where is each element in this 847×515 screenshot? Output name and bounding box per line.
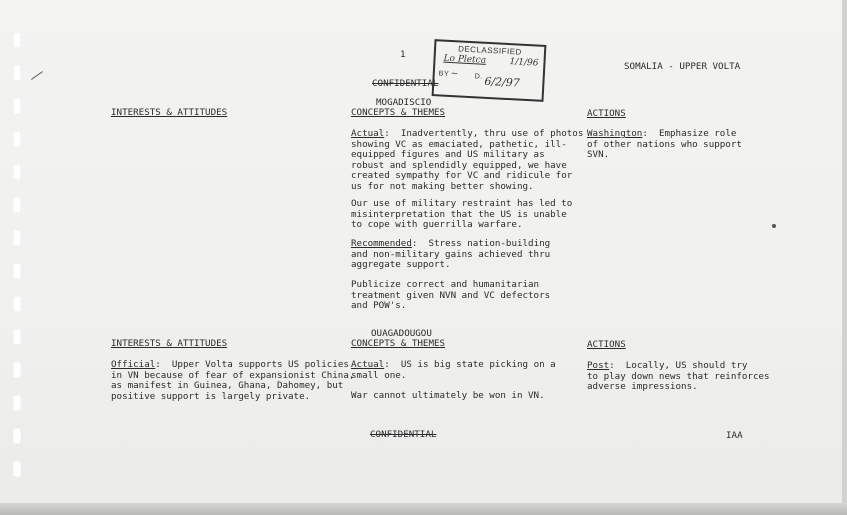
binder-hole xyxy=(13,197,21,213)
stamp-title: DECLASSIFIED xyxy=(457,44,523,57)
text-line: equipped figures and US military as xyxy=(351,149,545,161)
city-heading-ouagadougou: OUAGADOUGOU xyxy=(371,328,432,339)
stray-mark xyxy=(772,224,776,228)
binder-hole xyxy=(13,164,21,180)
stamp-authority: Lo Pletca xyxy=(443,53,487,66)
war-line: War cannot ultimately be won in VN. xyxy=(351,390,545,401)
recommended-label: Recommended xyxy=(351,238,412,249)
page-edge xyxy=(842,0,847,515)
binder-hole xyxy=(13,230,21,246)
text-line: and POW's. xyxy=(351,300,407,312)
text-line: to cope with guerrilla warfare. xyxy=(351,219,523,231)
concepts-heading: CONCEPTS & THEMES xyxy=(351,338,446,349)
stamp-date: 6/2/97 xyxy=(484,74,521,90)
text-line: Upper Volta supports US policies xyxy=(171,359,349,370)
text-line: SVN. xyxy=(587,149,610,161)
classification-footer: CONFIDENTIAL xyxy=(370,429,437,440)
text-line: in VN because of fear of expansionist China, xyxy=(111,369,355,381)
binder-hole xyxy=(13,428,21,444)
text-line: Emphasize role xyxy=(658,128,737,139)
text-line: robust and splendidly equipped, we have xyxy=(351,159,567,171)
actual-label: Actual xyxy=(351,359,385,370)
restraint-paragraph xyxy=(351,199,572,231)
stamp-by-initials: ~ xyxy=(450,69,459,80)
actual-paragraph: Actual: US is big state picking on a small one. xyxy=(351,359,556,381)
text-line: to play down news that reinforces xyxy=(587,370,770,382)
text-line: Locally, US should try xyxy=(625,360,748,371)
actions-heading: ACTIONS xyxy=(587,339,626,350)
concepts-heading: CONCEPTS & THEMES xyxy=(351,107,446,118)
official-label: Official xyxy=(111,359,156,370)
city-heading-mogadiscio: MOGADISCIO xyxy=(376,97,432,108)
text-line: and non-military gains achieved thru xyxy=(351,248,551,260)
interests-heading: INTERESTS & ATTITUDES xyxy=(111,338,228,349)
binder-hole xyxy=(13,461,21,477)
actions-heading: ACTIONS xyxy=(587,108,626,119)
text-line: us for not making better showing. xyxy=(351,180,534,192)
post-label: Post xyxy=(587,360,610,371)
washington-action: Washington: Emphasize role of other nations who support SVN. xyxy=(587,128,742,161)
text-line: showing VC as emaciated, pathetic, ill- xyxy=(351,138,567,150)
recommended-paragraph: Recommended: Stress nation-building and non-military gains achieved thru aggregate support. xyxy=(351,238,551,271)
binder-hole xyxy=(13,65,21,81)
text-line: small one. xyxy=(351,369,407,381)
binder-hole xyxy=(13,263,21,279)
text-line: Inadvertently, thru use of photos xyxy=(400,128,584,139)
page-number: 1 xyxy=(400,49,406,60)
stamp-authority-date: 1/1/96 xyxy=(509,57,539,69)
text-line: treatment given NVN and VC defectors xyxy=(351,289,551,301)
binder-hole xyxy=(13,131,21,147)
binder-hole xyxy=(13,98,21,114)
binder-hole xyxy=(13,395,21,411)
text-line: Our use of military restraint has led to xyxy=(351,198,573,209)
binder-hole xyxy=(13,329,21,345)
text-line: created sympathy for VC and ridicule for xyxy=(351,170,573,182)
text-line: adverse impressions. xyxy=(587,381,698,393)
washington-label: Washington xyxy=(587,128,643,139)
text-line: aggregate support. xyxy=(351,259,451,271)
binder-hole xyxy=(13,296,21,312)
text-line: positive support is largely private. xyxy=(111,390,311,402)
stamp-by-label: BY xyxy=(438,70,450,78)
text-line: as manifest in Guinea, Ghana, Dahomey, but xyxy=(111,380,344,392)
page-edge xyxy=(0,503,847,515)
interests-heading: INTERESTS & ATTITUDES xyxy=(111,107,228,118)
text-line: Publicize correct and humanitarian xyxy=(351,279,540,290)
stamp-date-label: D. xyxy=(474,73,483,81)
text-line: misinterpretation that the US is unable xyxy=(351,208,567,220)
official-paragraph: Official: Upper Volta supports US policies in VN because of fear of expansionist China, as manifest in Guinea, Ghana, Dahomey, but positive support is largely private. xyxy=(111,359,355,402)
text-line: of other nations who support xyxy=(587,138,742,150)
publicize-paragraph xyxy=(351,280,550,312)
binder-hole xyxy=(13,362,21,378)
declassified-stamp xyxy=(432,39,547,102)
post-action: Post: Locally, US should try to play down news that reinforces adverse impressions. xyxy=(587,360,770,393)
actual-label: Actual xyxy=(351,128,385,139)
text-line: Stress nation-building xyxy=(428,238,551,249)
stray-mark xyxy=(31,71,43,80)
region-title: SOMALIA - UPPER VOLTA xyxy=(624,61,741,72)
document-code: IAA xyxy=(726,430,743,441)
classification-header: CONFIDENTIAL xyxy=(372,78,439,89)
text-line: US is big state picking on a xyxy=(400,359,556,370)
actual-paragraph: Actual: Inadvertently, thru use of photos showing VC as emaciated, pathetic, ill- equipped figures and US military as robust and splendidly equipped, we have created sympathy for VC and ridicule for us for not making better showing. xyxy=(351,128,584,192)
binder-hole xyxy=(13,32,21,48)
